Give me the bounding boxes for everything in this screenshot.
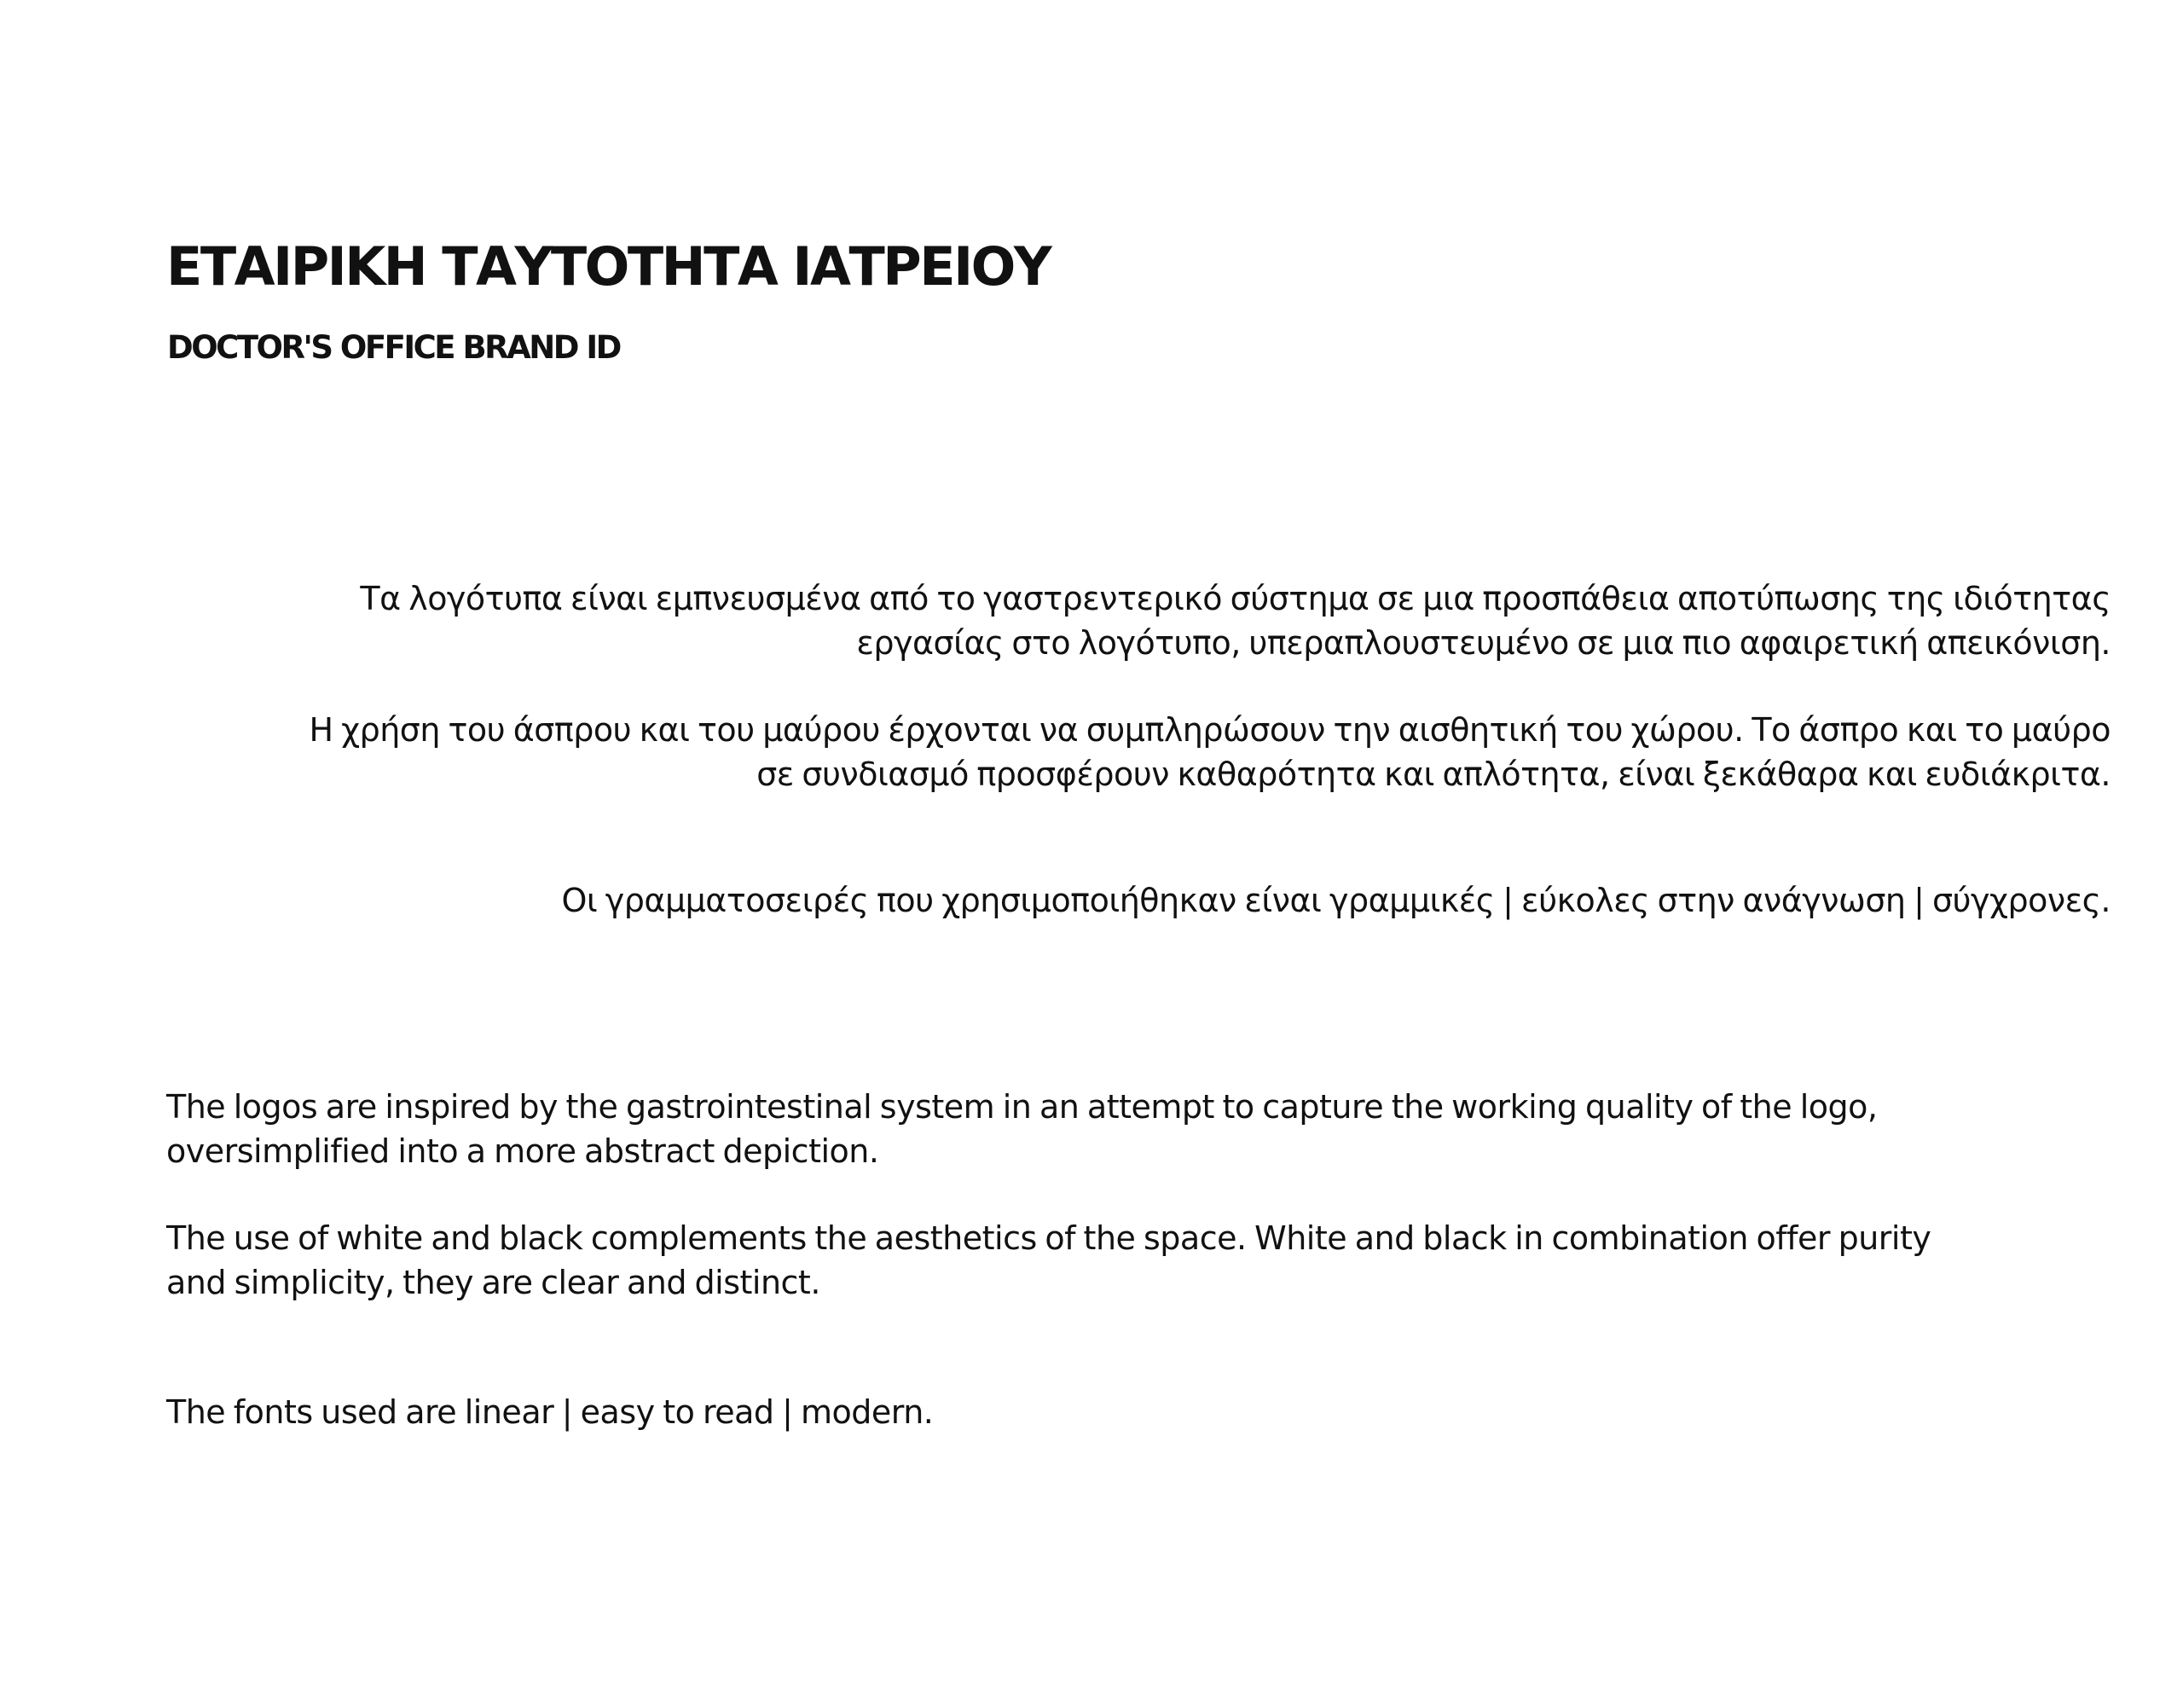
greek-paragraph-colors-line-1: Η χρήση του άσπρου και του μαύρου έρχονται να συμπληρώσουν την αισθητική του χώρου. Το άσπρο και το μαύρο: [309, 711, 2111, 749]
english-paragraph-logos: [166, 1085, 2111, 1173]
english-paragraph-colors: [166, 1216, 2111, 1305]
greek-paragraph-colors: [166, 708, 2111, 796]
english-paragraph-colors-line-1: The use of white and black complements the aesthetics of the space. White and black in combination offer purity: [166, 1219, 1931, 1257]
english-paragraph-fonts-line-1: The fonts used are linear | easy to read | modern.: [166, 1393, 934, 1431]
greek-paragraph-fonts-line-1: Οι γραμματοσειρές που χρησιμοποιήθηκαν είναι γραμμικές | εύκολες στην ανάγνωση | σύγχρονες.: [561, 882, 2111, 919]
greek-paragraph-logos-line-2: εργασίας στο λογότυπο, υπεραπλουστευμένο σε μια πιο αφαιρετική απεικόνιση.: [856, 624, 2111, 662]
english-paragraph-colors-line-2: and simplicity, they are clear and distinct.: [166, 1264, 820, 1301]
english-paragraph-logos-line-1: The logos are inspired by the gastrointestinal system in an attempt to capture the working quality of the logo,: [166, 1088, 1878, 1126]
greek-paragraph-fonts: [166, 878, 2111, 923]
page-subtitle: DOCTOR'S OFFICE BRAND ID: [167, 329, 620, 366]
page-title: ΕΤΑΙΡΙΚΗ ΤΑΥΤΟΤΗΤΑ ΙΑΤΡΕΙΟΥ: [166, 235, 1051, 298]
greek-paragraph-logos-line-1: Τα λογότυπα είναι εμπνευσμένα από το γαστρεντερικό σύστημα σε μια προσπάθεια αποτύπωσης της ιδιότητας: [360, 580, 2111, 617]
greek-paragraph-logos: [166, 576, 2111, 665]
english-paragraph-logos-line-2: oversimplified into a more abstract depiction.: [166, 1132, 879, 1170]
english-paragraph-fonts: [166, 1390, 2111, 1434]
greek-paragraph-colors-line-2: σε συνδιασμό προσφέρουν καθαρότητα και απλότητα, είναι ξεκάθαρα και ευδιάκριτα.: [756, 756, 2111, 793]
